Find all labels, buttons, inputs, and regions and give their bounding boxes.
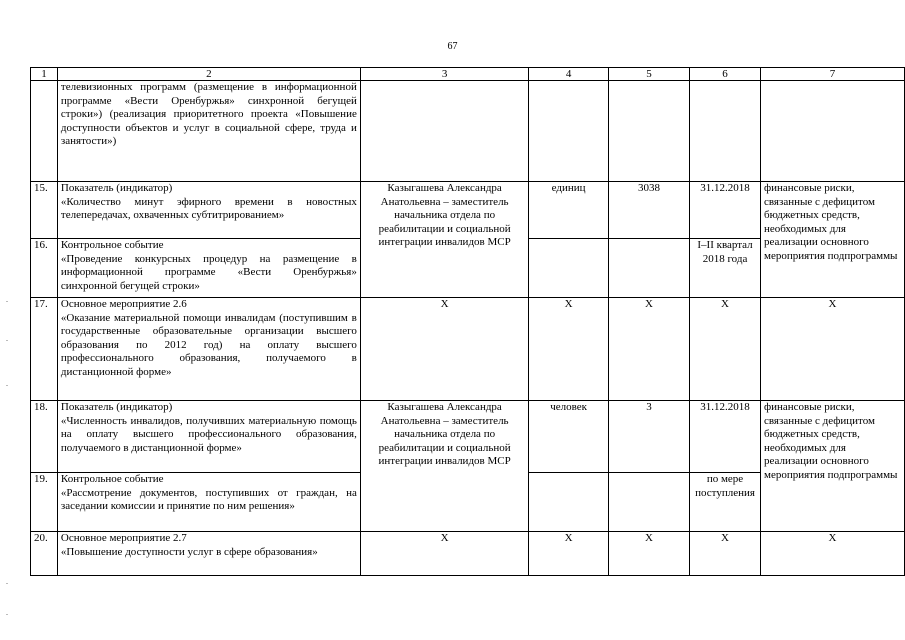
unit-cell: единиц xyxy=(529,182,608,239)
item-text: «Оказание материальной помощи инвалидам (поступившим в государственные образовательные организации высшего образования по 2012 год) на оплату высшего профессионального образования, получаемого в дистанционной форме» xyxy=(60,311,357,378)
date-cell: I–II квартал 2018 года xyxy=(690,239,761,298)
x-mark: Х xyxy=(608,298,689,401)
x-mark: Х xyxy=(529,298,608,401)
num-cell: 19. xyxy=(31,473,58,532)
header-col-3: 3 xyxy=(360,68,529,81)
unit-cell: человек xyxy=(529,401,608,473)
responsible-cell xyxy=(360,81,529,182)
responsible-cell: Казыгашева Александра Анатольевна – заместитель начальника отдела по реабилитации и социальной интеграции инвалидов МСР xyxy=(360,182,529,298)
header-col-5: 5 xyxy=(608,68,689,81)
num-cell: 20. xyxy=(31,532,58,576)
item-title: Показатель (индикатор) xyxy=(60,401,173,413)
scan-speck xyxy=(6,614,8,615)
item-title: Контрольное событие xyxy=(60,239,164,251)
plan-table xyxy=(30,67,905,576)
unit-cell xyxy=(529,81,608,182)
scan-speck xyxy=(6,385,8,386)
description-cell xyxy=(57,401,360,473)
header-col-4: 4 xyxy=(529,68,608,81)
date-cell: 31.12.2018 xyxy=(690,401,761,473)
table-row-17 xyxy=(31,298,905,401)
item-text: «Численность инвалидов, получивших материальную помощь на оплату высшего профессионального образования, получаемого в дистанционной форме» xyxy=(60,414,357,454)
description-cell xyxy=(57,473,360,532)
scan-speck xyxy=(6,340,8,341)
risks-cell xyxy=(760,81,904,182)
page-number: 67 xyxy=(447,41,458,52)
num-cell: 18. xyxy=(31,401,58,473)
header-col-1: 1 xyxy=(31,68,58,81)
item-text: «Рассмотрение документов, поступивших от граждан, на заседании комиссии и принятие по ним решения» xyxy=(60,486,357,513)
item-title: Контрольное событие xyxy=(60,473,164,485)
num-cell: 16. xyxy=(31,239,58,298)
x-mark: Х xyxy=(690,298,761,401)
value-cell: 3038 xyxy=(608,182,689,239)
description-cell xyxy=(57,532,360,576)
unit-cell xyxy=(529,239,608,298)
date-cell: 31.12.2018 xyxy=(690,182,761,239)
description-cell xyxy=(57,182,360,239)
description-cell: телевизионных программ (размещение в информационной программе «Вести Оренбуржья» синхронной бегущей строки») (реализация приоритетного проекта «Повышение доступности объектов и услуг в социальной сфере, труда и занятости») xyxy=(57,81,360,182)
date-cell xyxy=(690,81,761,182)
scan-speck xyxy=(6,301,8,302)
item-title: Показатель (индикатор) xyxy=(60,182,173,194)
item-title: Основное мероприятие 2.6 xyxy=(60,298,187,310)
date-cell: по мере поступления xyxy=(690,473,761,532)
responsible-cell: Казыгашева Александра Анатольевна – заместитель начальника отдела по реабилитации и социальной интеграции инвалидов МСР xyxy=(360,401,529,532)
item-text: «Проведение конкурсных процедур на размещение в информационной программе «Вести Оренбуржья» синхронной бегущей строки» xyxy=(60,252,357,292)
num-cell: 15. xyxy=(31,182,58,239)
x-mark: Х xyxy=(608,532,689,576)
header-col-6: 6 xyxy=(690,68,761,81)
header-col-2: 2 xyxy=(57,68,360,81)
header-row xyxy=(31,68,905,81)
table-row-20 xyxy=(31,532,905,576)
x-mark: Х xyxy=(760,298,904,401)
table-row-continued xyxy=(31,81,905,182)
x-mark: Х xyxy=(529,532,608,576)
description-cell xyxy=(57,239,360,298)
value-cell xyxy=(608,81,689,182)
risks-cell: финансовые риски, связанные с дефицитом бюджетных средств, необходимых для реализации основного мероприятия подпрограммы xyxy=(760,401,904,532)
table-row-18 xyxy=(31,401,905,473)
value-cell xyxy=(608,473,689,532)
x-mark: Х xyxy=(760,532,904,576)
unit-cell xyxy=(529,473,608,532)
header-col-7: 7 xyxy=(760,68,904,81)
value-cell: 3 xyxy=(608,401,689,473)
x-mark: Х xyxy=(360,532,529,576)
x-mark: Х xyxy=(360,298,529,401)
x-mark: Х xyxy=(690,532,761,576)
item-title: Основное мероприятие 2.7 xyxy=(60,532,187,544)
item-text: «Повышение доступности услуг в сфере образования» xyxy=(60,545,318,558)
item-text: «Количество минут эфирного времени в новостных телепередачах, охваченных субтитрированием» xyxy=(60,195,357,222)
num-cell: 17. xyxy=(31,298,58,401)
table-row-15 xyxy=(31,182,905,239)
risks-cell: финансовые риски, связанные с дефицитом бюджетных средств, необходимых для реализации основного мероприятия подпрограммы xyxy=(760,182,904,298)
value-cell xyxy=(608,239,689,298)
description-cell xyxy=(57,298,360,401)
scan-speck xyxy=(6,583,8,584)
num-cell xyxy=(31,81,58,182)
